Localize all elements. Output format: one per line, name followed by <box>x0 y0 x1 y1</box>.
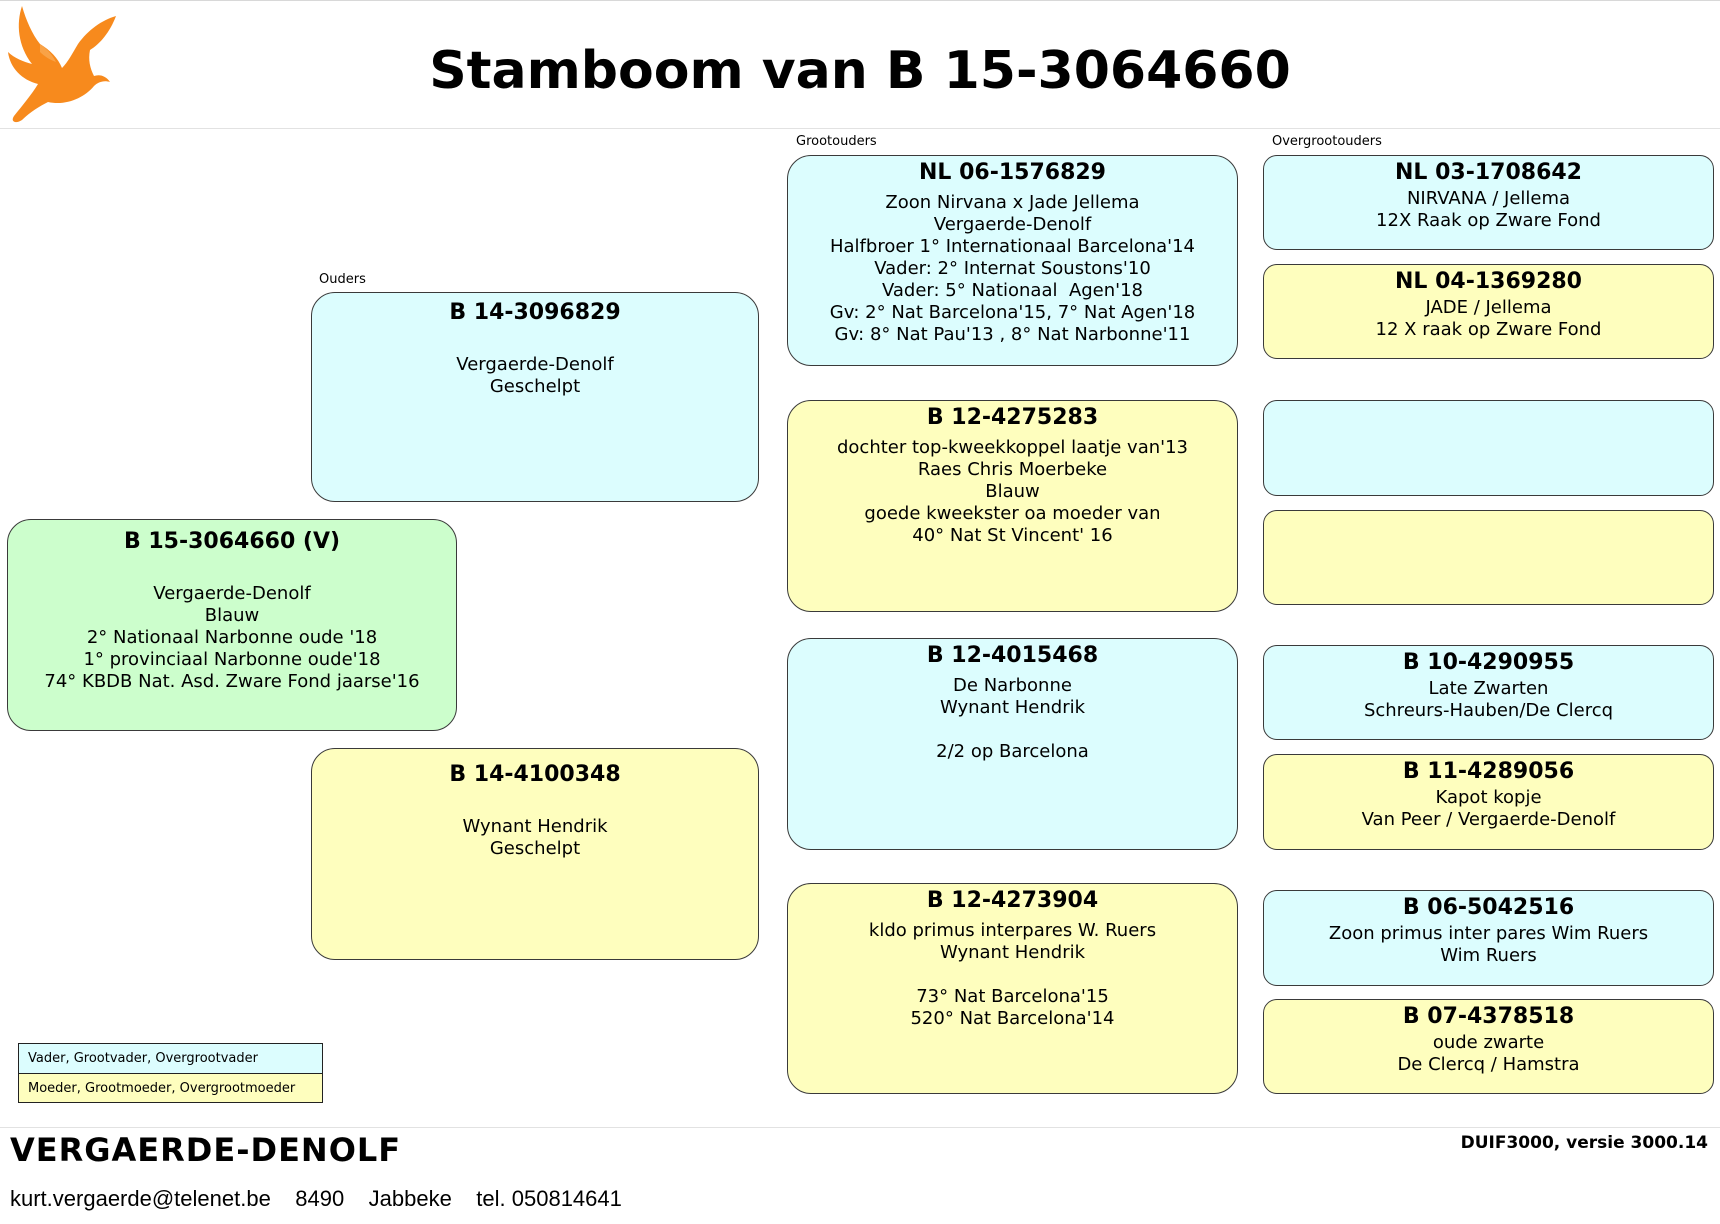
great-grandparent-line: 12 X raak op Zware Fond <box>1375 319 1602 340</box>
great-grandparent-card-2[interactable] <box>1263 264 1714 359</box>
subject-line: 1° provinciaal Narbonne oude'18 <box>83 649 381 670</box>
father-ring: B 14-3096829 <box>449 300 621 325</box>
great-grandparent-ring: B 11-4289056 <box>1402 759 1575 784</box>
great-grandparent-line: Wim Ruers <box>1440 945 1537 966</box>
great-grandparent-line: Schreurs-Hauben/De Clercq <box>1363 700 1614 721</box>
great-grandparent-ring: NL 04-1369280 <box>1395 269 1582 294</box>
grandparent-line: Vader: 5° Nationaal Agen'18 <box>881 280 1144 301</box>
grandmother-maternal-card[interactable] <box>787 883 1238 1094</box>
grandparent-line: Wynant Hendrik <box>939 942 1086 963</box>
subject-ring: B 15-3064660 (V) <box>123 529 341 554</box>
great-grandparent-line: Kapot kopje <box>1435 787 1542 808</box>
grandparent-ring: B 12-4275283 <box>926 405 1099 430</box>
mother-line: Wynant Hendrik <box>462 816 608 837</box>
great-grandparent-card-6[interactable] <box>1263 754 1714 850</box>
great-grandparent-card-7[interactable] <box>1263 890 1714 986</box>
grandparent-line: Zoon Nirvana x Jade Jellema <box>885 192 1140 213</box>
father-line: Vergaerde-Denolf <box>456 354 614 375</box>
section-label-grandparents: Grootouders <box>796 134 877 149</box>
great-grandparent-card-1[interactable] <box>1263 155 1714 250</box>
subject-line <box>8 561 456 583</box>
great-grandparent-line: NIRVANA / Jellema <box>1406 188 1571 209</box>
grandfather-paternal-card[interactable] <box>787 155 1238 366</box>
great-grandparent-line: Zoon primus inter pares Wim Ruers <box>1328 923 1649 944</box>
grandparent-line: goede kweekster oa moeder van <box>864 503 1161 524</box>
great-grandparent-line: De Clercq / Hamstra <box>1397 1054 1580 1075</box>
mother-line: Geschelpt <box>489 838 581 859</box>
father-line <box>312 332 758 354</box>
grandparent-line: Raes Chris Moerbeke <box>917 459 1108 480</box>
grandparent-line: Gv: 2° Nat Barcelona'15, 7° Nat Agen'18 <box>829 302 1196 323</box>
great-grandparent-card-8[interactable] <box>1263 999 1714 1094</box>
section-label-parents: Ouders <box>319 272 366 287</box>
header-divider <box>0 128 1720 129</box>
great-grandparent-line: oude zwarte <box>1432 1032 1545 1053</box>
grandparent-ring: B 12-4273904 <box>926 888 1099 913</box>
grandparent-line: 73° Nat Barcelona'15 <box>916 986 1109 1007</box>
footer-divider <box>0 1127 1720 1128</box>
grandparent-line: Gv: 8° Nat Pau'13 , 8° Nat Narbonne'11 <box>834 324 1191 345</box>
great-grandparent-line: 12X Raak op Zware Fond <box>1376 210 1601 231</box>
color-legend <box>18 1043 323 1103</box>
grandparent-line: 520° Nat Barcelona'14 <box>910 1008 1115 1029</box>
grandparent-ring: NL 06-1576829 <box>919 160 1106 185</box>
great-grandparent-card-5[interactable] <box>1263 645 1714 740</box>
father-card[interactable] <box>311 292 759 502</box>
legend-male: Vader, Grootvader, Overgrootvader <box>19 1044 322 1073</box>
mother-line <box>312 794 758 816</box>
great-grandparent-line: Late Zwarten <box>1428 678 1549 699</box>
great-grandparent-card-3-empty[interactable] <box>1263 400 1714 496</box>
subject-line: Vergaerde-Denolf <box>153 583 311 604</box>
great-grandparent-line: JADE / Jellema <box>1425 297 1552 318</box>
legend-female: Moeder, Grootmoeder, Overgrootmoeder <box>19 1073 322 1102</box>
grandparent-line: Halfbroer 1° Internationaal Barcelona'14 <box>829 236 1195 257</box>
great-grandparent-card-4-empty[interactable] <box>1263 510 1714 605</box>
grandparent-line: 2/2 op Barcelona <box>936 741 1089 762</box>
grandparent-line: dochter top-kweekkoppel laatje van'13 <box>836 437 1188 458</box>
grandmother-paternal-card[interactable] <box>787 400 1238 612</box>
grandparent-line <box>788 964 1237 986</box>
section-label-great-grandparents: Overgrootouders <box>1272 134 1382 149</box>
great-grandparent-ring: B 10-4290955 <box>1402 650 1575 675</box>
contact-info: kurt.vergaerde@telenet.be 8490 Jabbeke tel. 050814641 <box>10 1186 622 1211</box>
great-grandparent-line: Van Peer / Vergaerde-Denolf <box>1361 809 1616 830</box>
grandparent-line: Vader: 2° Internat Soustons'10 <box>874 258 1151 279</box>
subject-line: 2° Nationaal Narbonne oude '18 <box>86 627 378 648</box>
great-grandparent-ring: NL 03-1708642 <box>1395 160 1582 185</box>
mother-ring: B 14-4100348 <box>449 762 621 787</box>
great-grandparent-ring: B 07-4378518 <box>1402 1004 1575 1029</box>
software-version: DUIF3000, versie 3000.14 <box>1460 1133 1708 1153</box>
grandparent-line: Vergaerde-Denolf <box>933 214 1092 235</box>
grandparent-line: De Narbonne <box>953 675 1072 696</box>
grandparent-line: 40° Nat St Vincent' 16 <box>912 525 1113 546</box>
great-grandparent-ring: B 06-5042516 <box>1402 895 1575 920</box>
grandparent-line: kldo primus interpares W. Ruers <box>868 920 1157 941</box>
grandparent-line: Wynant Hendrik <box>939 697 1086 718</box>
subject-line: 74° KBDB Nat. Asd. Zware Fond jaarse'16 <box>44 671 420 692</box>
breeder-name: VERGAERDE-DENOLF <box>10 1131 402 1169</box>
father-line: Geschelpt <box>489 376 581 397</box>
subject-card[interactable] <box>7 519 457 731</box>
grandfather-maternal-card[interactable] <box>787 638 1238 850</box>
top-border <box>0 0 1720 1</box>
subject-line: Blauw <box>204 605 260 626</box>
grandparent-line: Blauw <box>985 481 1040 502</box>
mother-card[interactable] <box>311 748 759 960</box>
page-title: Stamboom van B 15-3064660 <box>429 41 1291 101</box>
grandparent-line <box>788 719 1237 741</box>
grandparent-ring: B 12-4015468 <box>926 643 1099 668</box>
